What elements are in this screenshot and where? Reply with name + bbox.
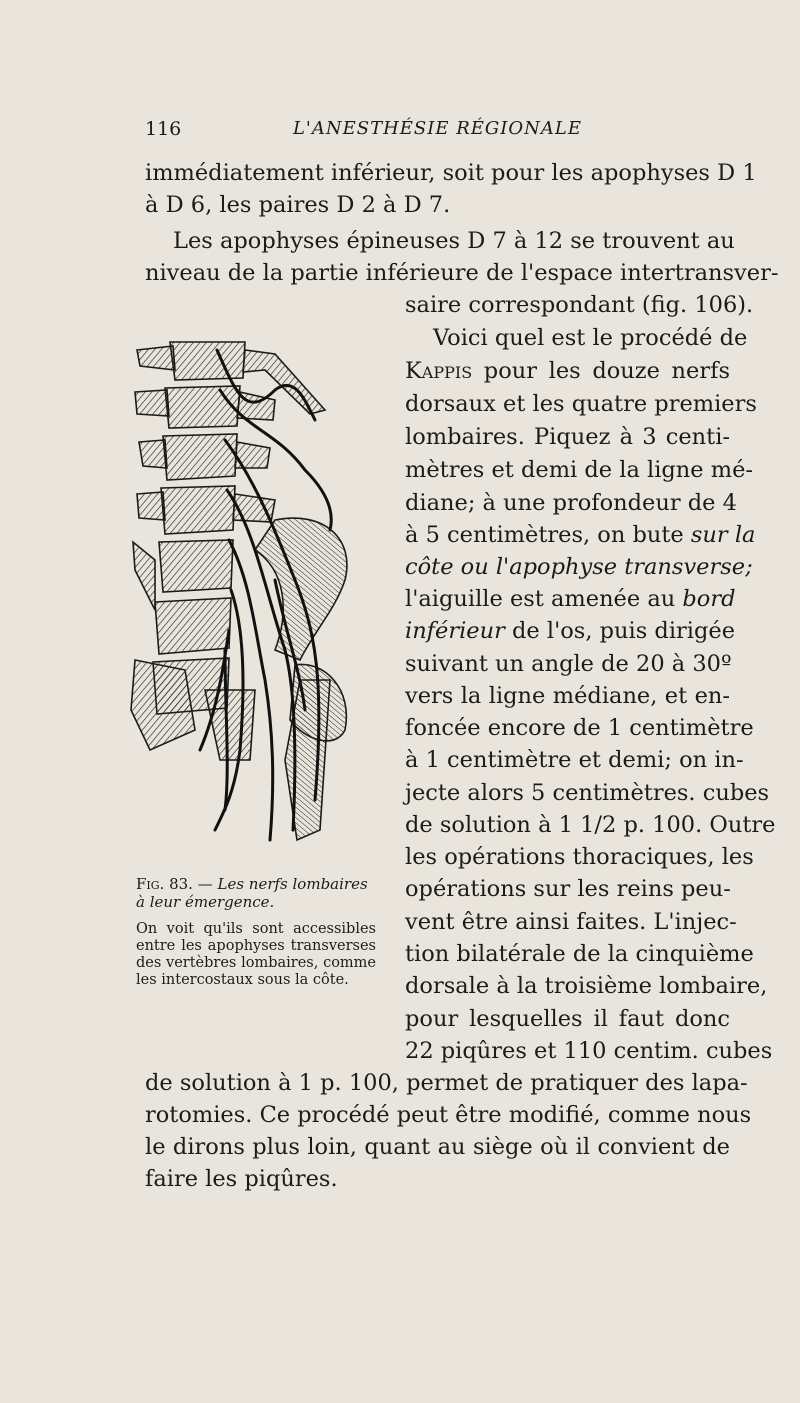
text-line: inférieur de l'os, puis dirigée (405, 618, 736, 644)
text-line: l'aiguille est amenée au bord (405, 586, 736, 612)
text-line: saire correspondant (fig. 106). (405, 292, 754, 318)
text-line: de solution à 1 1/2 p. 100. Outre (405, 812, 776, 838)
text-line: Les apophyses épineuses D 7 à 12 se trouvent au (173, 228, 735, 254)
text-line: dorsale à la troisième lombaire, (405, 973, 768, 999)
text-line: à D 6, les paires D 2 à D 7. (145, 192, 451, 218)
text-line: jecte alors 5 centimètres. cubes (405, 780, 770, 806)
text-line: le dirons plus loin, quant au siège où il convient de (145, 1134, 730, 1160)
text-line: rotomies. Ce procédé peut être modifié, comme nous (145, 1102, 752, 1128)
text-line: Kappis pour les douze nerfs (405, 358, 730, 384)
figure-title: Les nerfs lombaires à leur émergence. (136, 875, 368, 911)
text-line: niveau de la partie inférieure de l'espace intertransver- (145, 260, 779, 286)
text-line: vers la ligne médiane, et en- (405, 683, 730, 709)
text-line: faire les piqûres. (145, 1166, 338, 1192)
figure-caption (136, 875, 376, 989)
text-line: foncée encore de 1 centimètre (405, 715, 754, 741)
figure-description: On voit qu'ils sont accessibles entre les apophyses transverses des vertèbres lombaires, comme les intercostaux sous la côte. (136, 921, 376, 988)
figure-label: Fig. 83. — (136, 875, 213, 893)
text-line: opérations sur les reins peu- (405, 876, 731, 902)
text-line: 22 piqûres et 110 centim. cubes (405, 1038, 773, 1064)
text-line: à 1 centimètre et demi; on in- (405, 747, 744, 773)
text-line: vent être ainsi faites. L'injec- (405, 909, 737, 935)
text-line: les opérations thoraciques, les (405, 844, 754, 870)
text-line: lombaires. Piquez à 3 centi- (405, 424, 730, 450)
page-number: 116 (145, 118, 182, 140)
text-line: Voici quel est le procédé de (433, 325, 748, 351)
author-name: Kappis (405, 358, 473, 384)
spine-nerves-illustration (125, 330, 360, 850)
text-line: dorsaux et les quatre premiers (405, 391, 757, 417)
text-line: immédiatement inférieur, soit pour les apophyses D 1 (145, 160, 757, 186)
text-line: pour lesquelles il faut donc (405, 1006, 730, 1032)
text-line: diane; à une profondeur de 4 (405, 490, 737, 516)
text-line: suivant un angle de 20 à 30º (405, 651, 732, 677)
text-line: à 5 centimètres, on bute sur la (405, 522, 756, 548)
text-line: tion bilatérale de la cinquième (405, 941, 754, 967)
page-header (145, 118, 730, 148)
running-title: L'ANESTHÉSIE RÉGIONALE (292, 118, 583, 139)
text-line: côte ou l'apophyse transverse; (405, 554, 753, 580)
text-line: de solution à 1 p. 100, permet de pratiquer des lapa- (145, 1070, 748, 1096)
text-line: mètres et demi de la ligne mé- (405, 457, 754, 483)
